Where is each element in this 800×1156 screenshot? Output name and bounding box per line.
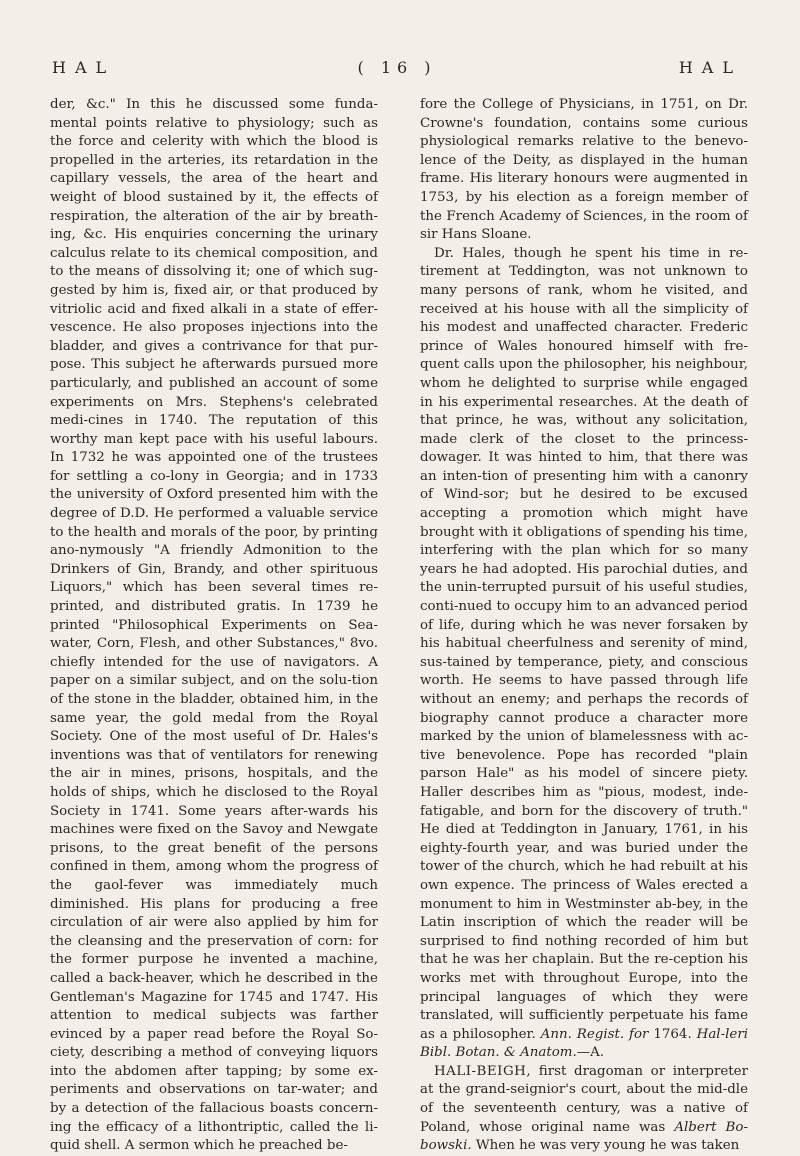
right-paragraph-1: fore the College of Physicians, in 1751, on Dr. Crowne's foundation, contains some curious physiological remarks relative to the benevo-lence of the Deity, as displayed in the human frame. His literary honours were augmented in 1753, by his election as a foreign member of the French Academy of Sciences, in the room of sir Hans Sloane. — [420, 97, 748, 243]
citation-annual-register: Ann. Regist. for — [540, 1026, 649, 1042]
citation-author: —A. — [576, 1045, 605, 1061]
citation-year: 1764. — [653, 1026, 692, 1042]
page-number: ( 16 ) — [357, 58, 437, 77]
entry-headword: HALI-BEIGH, — [434, 1063, 532, 1079]
entry-original-name: Albert Bo-bowski. — [420, 1119, 748, 1154]
right-paragraph-3 — [420, 1063, 748, 1156]
header-right: HAL — [678, 58, 742, 77]
left-column — [50, 96, 378, 1156]
left-paragraph-1: der, &c." In this he discussed some funda-mental points relative to physiology; such as the force and celerity with which the blood is propelled in the arteries, its retardation in the capillary vessels, the area of the heart and weight of blood sustained by it, the effects of respiration, the alteration of the air by breath-ing, &c. His enquiries concerning the urinary calculus relate to its chemical composition, and to the means of dissolving it; one of which sug-gested by him is, fixed air, or that produced by vitriolic acid and fixed alkali in a state of effer-vescence. He also proposes injections into the bladder, and gives a contrivance for that pur-pose. This subject he afterwards pursued more particularly, and published an account of some experiments on Mrs. Stephens's celebrated medi-cines in 1740. The reputation of this worthy man kept pace with his useful labours. In 1732 he was appointed one of the trustees for settling a co-lony in Georgia; and in 1733 the university of Oxford presented him with the degree of D.D. He performed a valuable service to the health and morals of the poor, by printing ano-nymously "A friendly Admonition to the Drinkers of Gin, Brandy, and other spirituous Liquors," which has been several times re-printed, and distributed gratis. In 1739 he printed "Philosophical Experiments on Sea-water, Corn, Flesh, and other Substances," 8vo. chiefly intended for the use of navigators. A paper on a similar subject, and on the solu-tion of the stone in the bladder, obtained him, in the same year, the gold medal from the Royal Society. One of the most useful of Dr. Hales's inventions was that of ventilators for renewing the air in mines, prisons, hospitals, and the holds of ships, which he disclosed to the Royal Society in 1741. Some years after-wards his machines were fixed on the Savoy and Newgate prisons, to the great benefit of the persons confined in them, among whom the progress of the gaol-fever was immediately much diminished. His plans for producing a free circulation of air were also applied by him for the cleansing and the preservation of corn: for the former purpose he invented a machine, called a back-heaver, which he described in the Gentleman's Magazine for 1745 and 1747. His attention to medical subjects was farther evinced by a paper read before the Royal So-ciety, describing a method of conveying liquors into the abdomen after tapping; by some ex-periments and observations on tar-water; and by a detection of the fallacious boasts concern-ing the efficacy of a lithontriptic, called the li-quid shell. A sermon which he preached be- — [50, 97, 378, 1154]
running-header — [52, 58, 742, 77]
right-paragraph-2 — [420, 245, 748, 1063]
entry-text-end: When he was very young he was taken — [475, 1138, 740, 1154]
header-left: HAL — [52, 58, 116, 77]
citation-haller: Hal-leri Bibl. Botan. & Anatom. — [420, 1026, 748, 1061]
entry-text: first dragoman or interpreter at the grand-seignior's court, about the mid-dle of the seventeenth century, was a native of Poland, whose original name was — [420, 1063, 748, 1135]
right-paragraph-2-text: Dr. Hales, though he spent his time in re-tirement at Teddington, was not unknown to many persons of rank, whom he visited, and received at his house with all the simplicity of his modest and unaffected character. Frederic prince of Wales honoured himself with fre-quent calls upon the philosopher, his neighbour, whom he delighted to surprise while engaged in his experimental researches. At the death of that prince, he was, without any solicitation, made clerk of the closet to the princess-dowager. It was hinted to him, that there was an inten-tion of presenting him with a canonry of Wind-sor; but he desired to be excused accepting a promotion which might have brought with it obligations of spending his time, interfering with the plan which for so many years he had adopted. His parochial duties, and the unin-terrupted pursuit of his useful studies, conti-nued to occupy him to an advanced period of life, during which he was never forsaken by his habitual cheerfulness and serenity of mind, sus-tained by temperance, piety, and conscious worth. He seems to have passed through life without an enemy; and perhaps the records of biography cannot produce a character more marked by the union of blamelessness with ac-tive benevolence. Pope has recorded "plain parson Hale" as his model of sincere piety. Haller describes him as "pious, modest, inde-fatigable, and born for the discovery of truth." He died at Teddington in January, 1761, in his eighty-fourth year, and was buried under the tower of the church, which he had rebuilt at his own expence. The princess of Wales erected a monument to him in Westminster ab-bey, in the Latin inscription of which the reader will be surprised to find nothing recorded of him but that he was her chaplain. But the re-ception his works met with throughout Europe, into the principal languages of which they were translated, will sufficiently perpetuate his fame as a philosopher. — [420, 245, 748, 1042]
right-column — [420, 96, 748, 1156]
two-column-body — [50, 96, 748, 1156]
